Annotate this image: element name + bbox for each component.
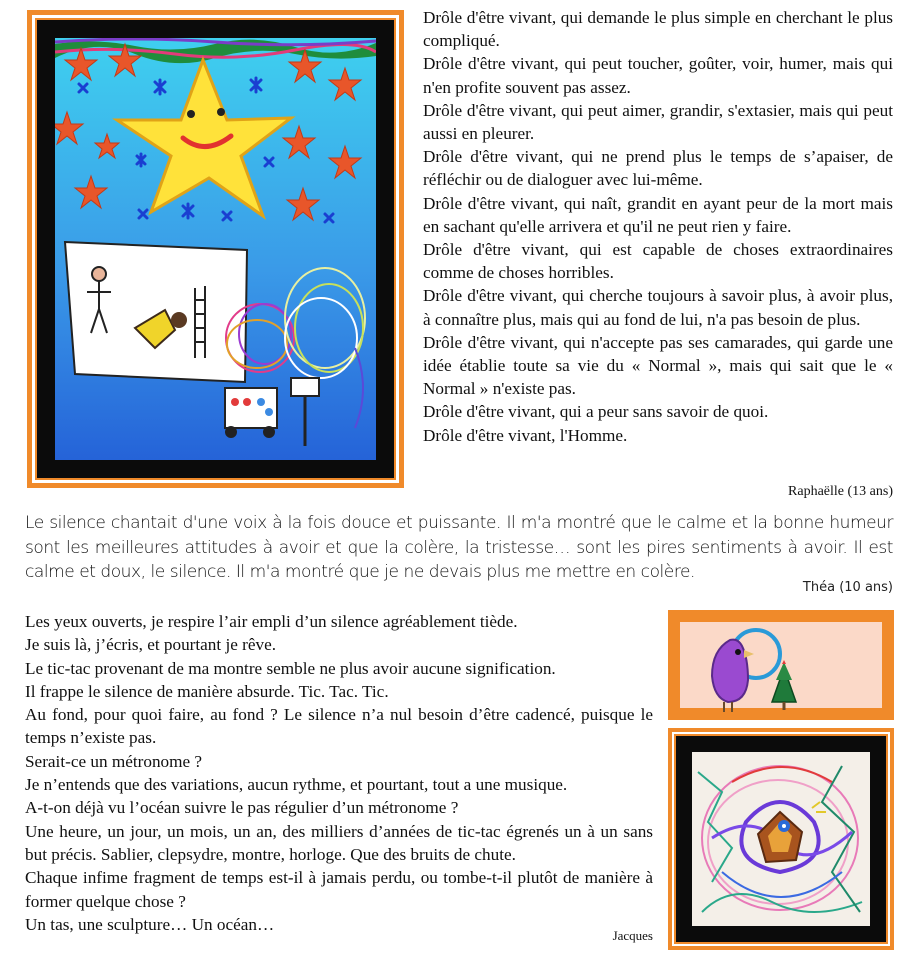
author-jacques: Jacques (612, 928, 653, 943)
poem-line: Les yeux ouverts, je respire l’air empli d’un silence agréablement tiède. (25, 612, 518, 631)
poem-stanza: Drôle d'être vivant, qui naît, grandit en ayant peur de la mort mais en sachant qu'elle arrivera et qu'il ne peut rien y faire. (423, 193, 893, 236)
poem-stanza: Drôle d'être vivant, l'Homme. (423, 425, 628, 445)
poem-line: Le tic-tac provenant de ma montre semble ne plus avoir aucune signification. (25, 658, 556, 678)
poem-line: Je suis là, j’écris, et pourtant je rêve. (25, 635, 277, 655)
poem-line: Je n’entends que des variations, aucun rythme, et pourtant, tout a une musique. (25, 775, 568, 795)
poem-line: Il frappe le silence de manière absurde. Tic. Tac. Tic. (25, 681, 389, 701)
scribble-drawing-frame (668, 728, 894, 950)
poem-raphaelle (423, 6, 893, 447)
silence-paragraph: Le silence chantait d'une voix à la fois douce et puissante. Il m'a montré que le calme et la bonne humeur sont les meilleures attitudes à avoir et que la colère, la tristesse… sont les pires sentiments à avoir. Il est calme et doux, le silence. Il m'a montré que je ne devais plus me mettre en colère. (25, 513, 893, 582)
bird-drawing (668, 610, 894, 720)
poem-stanza: Drôle d'être vivant, qui peut aimer, grandir, s'extasier, mais qui peut aussi en pleurer. (423, 100, 893, 144)
poem-line: Serait-ce un métronome ? (25, 751, 203, 771)
bird-drawing-frame (668, 610, 894, 720)
poem-line: A-t-on déjà vu l’océan suivre le pas régulier d’un métronome ? (25, 798, 459, 818)
star-drawing (55, 38, 376, 460)
poem-stanza: Drôle d'être vivant, qui n'accepte pas ses camarades, qui garde une idée établie toute sa vie du « Normal », mais qui sait que le « Normal » n'existe pas. (423, 332, 893, 399)
poem-stanza: Drôle d'être vivant, qui peut toucher, goûter, voir, humer, mais qui n'en profite souvent pas assez. (423, 54, 893, 97)
poem-line: Une heure, un jour, un mois, un an, des milliers d’années de tic-tac égrenés un à un sans but précis. Sablier, clepsydre, montre, horloge. Que des bruits de chute. (25, 821, 653, 864)
poem-stanza: Drôle d'être vivant, qui cherche toujours à savoir plus, à avoir plus, à connaître plus, mais qui au fond de lui, n'a pas besoin de plus. (423, 286, 893, 329)
poem-stanza: Drôle d'être vivant, qui est capable de choses extraordinaires comme de choses horribles. (423, 240, 893, 283)
poem-stanza: Drôle d'être vivant, qui ne prend plus le temps de s’apaiser, de réfléchir ou de dialoguer avec lui-même. (423, 147, 893, 190)
poem-stanza: Drôle d'être vivant, qui a peur sans savoir de quoi. (423, 402, 769, 422)
scribble-drawing (692, 752, 870, 926)
star-drawing-frame (27, 10, 404, 488)
author-thea: Théa (10 ans) (802, 580, 893, 595)
poem-jacques (25, 610, 653, 936)
poem-stanza: Drôle d'être vivant, qui demande le plus simple en cherchant le plus compliqué. (423, 8, 893, 51)
poem-line: Au fond, pour quoi faire, au fond ? Le silence n’a nul besoin d’être cadencé, puisque le temps n’existe pas. (25, 705, 653, 748)
poem-line: Chaque infime fragment de temps est-il à jamais perdu, ou tombe-t-il plutôt de manière à former quelque chose ? (25, 868, 653, 911)
author-raphaelle: Raphaëlle (13 ans) (788, 484, 893, 499)
poem-line: Un tas, une sculpture… Un océan… (25, 914, 275, 934)
